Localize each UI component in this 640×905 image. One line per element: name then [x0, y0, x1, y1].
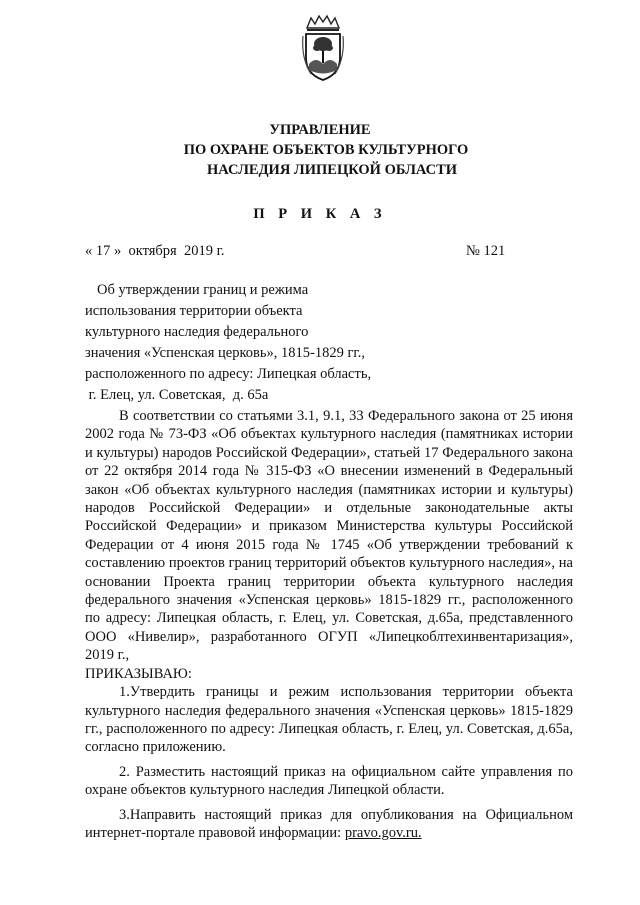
- order-word: ПРИКАЗЫВАЮ:: [85, 665, 192, 682]
- preamble-paragraph: В соответствии со статьями 3.1, 9.1, 33 Федерального закона от 25 июня 2002 года № 73-ФЗ «Об объектах культурного наследия (памятниках истории и культуры) народов Российской Федерации», статьей 17 Федерального закона от 22 октября 2014 года № 315-ФЗ «О внесении изменений в Федеральный закон «Об объектах культурного наследия (памятниках истории и культуры) народов Российской Федерации» и отдельные законодательные акты Российской Федерации» и приказом Министерства культуры Российской Федерации от 4 июня 2015 года № 1745 «Об утверждении требований к составлению проектов границ территорий объектов культурного наследия», на основании Проекта границ территории объекта культурного наследия федерального значения «Успенская церковь» 1815-1829 гг., расположенного по адресу: Липецкая область, г. Елец, ул. Советская, д.65а, представленного ООО «Нивелир», разработанного ОГУП «Липецкоблтехинвентаризация», 2019 г.,: [85, 408, 573, 664]
- point-1: 1.Утвердить границы и режим использования территории объекта культурного наследия федерального значения «Успенская церковь» 1815-1829 гг., расположенного по адресу: Липецкая область, г. Елец, ул. Советская, д.65а, согласно приложению.: [85, 684, 573, 756]
- point-3: [85, 806, 573, 843]
- header-line-1: УПРАВЛЕНИЕ: [269, 122, 371, 138]
- document-number: № 121: [466, 243, 506, 259]
- point-2: 2. Разместить настоящий приказ на официальном сайте управления по охране объектов культурного наследия Липецкой области.: [85, 763, 573, 799]
- document-type-title: П Р И К А З: [253, 206, 387, 222]
- coat-of-arms-icon: [301, 14, 345, 82]
- subject-line: культурного наследия федерального: [85, 324, 309, 340]
- document-date: « 17 » октября 2019 г.: [85, 243, 225, 259]
- header-line-3: НАСЛЕДИЯ ЛИПЕЦКОЙ ОБЛАСТИ: [206, 162, 458, 178]
- subject-line: расположенного по адресу: Липецкая область,: [85, 366, 372, 382]
- point-3-text: 3.Направить настоящий приказ для опубликования на Официальном интернет-портале правовой информации:: [85, 806, 573, 841]
- subject-line: Об утверждении границ и режима: [97, 282, 309, 298]
- subject-line: г. Елец, ул. Советская, д. 65а: [85, 387, 269, 403]
- subject-block: [85, 280, 371, 406]
- pravo-gov-link[interactable]: pravo.gov.ru.: [344, 824, 422, 841]
- document-body: [85, 407, 573, 842]
- subject-line: значения «Успенская церковь», 1815-1829 гг.,: [85, 345, 365, 361]
- header-line-2: ПО ОХРАНЕ ОБЪЕКТОВ КУЛЬТУРНОГО: [183, 142, 469, 158]
- subject-line: использования территории объекта: [85, 303, 303, 319]
